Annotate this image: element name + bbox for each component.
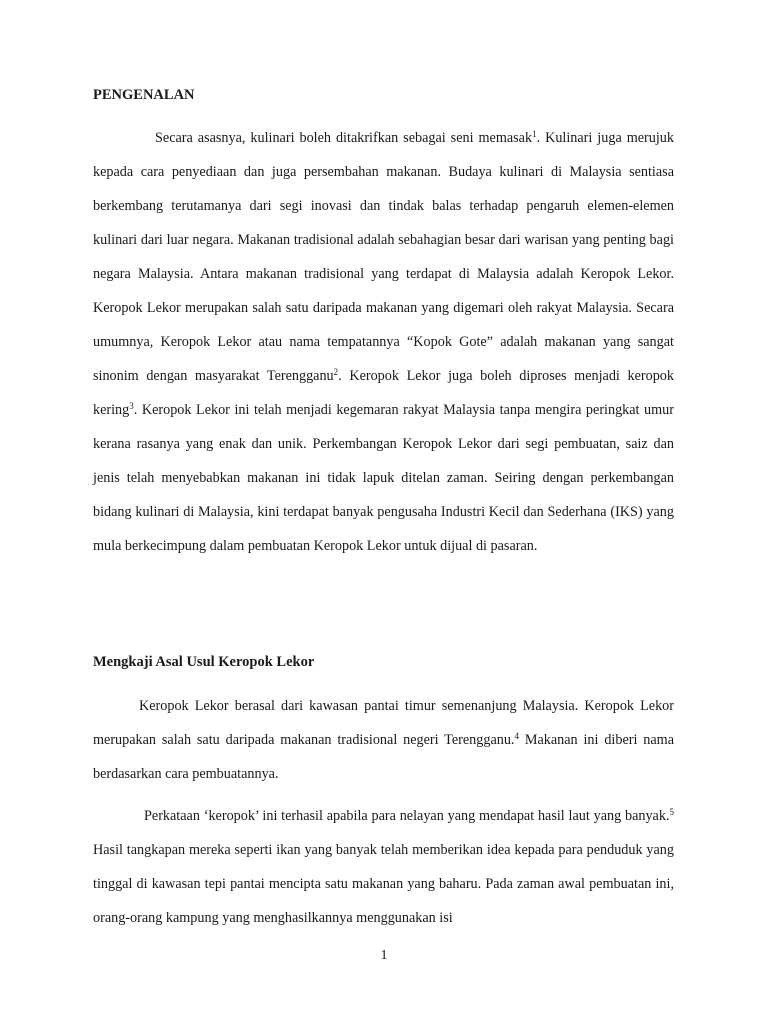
text-segment: . Keropok Lekor juga boleh diproses menjadi keropok kering bbox=[93, 368, 674, 418]
text-segment: Makanan ini diberi nama berdasarkan cara pembuatannya. bbox=[93, 732, 674, 782]
paragraph-introduction bbox=[93, 121, 674, 563]
text-segment: . Kulinari juga merujuk kepada cara penyediaan dan juga persembahan makanan. Budaya kulinari di Malaysia sentiasa berkembang terutamanya dari segi inovasi dan tindak balas terhadap pengaruh elemen-elemen kulinari dari luar negara. Makanan tradisional adalah sebahagian besar dari warisan yang penting bagi negara Malaysia. Antara makanan tradisional yang terdapat di Malaysia adalah Keropok Lekor. Keropok Lekor merupakan salah satu daripada makanan yang digemari oleh rakyat Malaysia. Secara umumnya, Keropok Lekor atau nama tempatannya “Kopok Gote” adalah makanan yang sangat sinonim dengan masyarakat Terengganu bbox=[93, 130, 674, 384]
footnote-ref-5: 5 bbox=[669, 807, 674, 817]
paragraph-origin bbox=[93, 689, 674, 791]
paragraph-keropok-word bbox=[93, 799, 674, 935]
footnote-ref-2: 2 bbox=[333, 367, 339, 377]
section-heading-pengenalan: PENGENALAN bbox=[93, 87, 195, 103]
text-segment: Secara asasnya, kulinari boleh ditakrifkan sebagai seni memasak bbox=[155, 130, 533, 146]
footnote-ref-1: 1 bbox=[532, 129, 537, 139]
section-heading-asal-usul: Mengkaji Asal Usul Keropok Lekor bbox=[93, 654, 315, 670]
text-segment: Perkataan ‘keropok’ ini terhasil apabila para nelayan yang mendapat hasil laut yang banyak. bbox=[144, 808, 670, 824]
text-segment: Keropok Lekor berasal dari kawasan pantai timur semenanjung Malaysia. Keropok Lekor merupakan salah satu daripada makanan tradisional negeri Terengganu. bbox=[93, 698, 674, 748]
text-segment: Hasil tangkapan mereka seperti ikan yang banyak telah memberikan idea kepada para penduduk yang tinggal di kawasan tepi pantai mencipta satu makanan yang baharu. Pada zaman awal pembuatan ini, orang-orang kampung yang menghasilkannya menggunakan isi bbox=[93, 842, 674, 926]
text-segment: . Keropok Lekor ini telah menjadi kegemaran rakyat Malaysia tanpa mengira peringkat umur kerana rasanya yang enak dan unik. Perkembangan Keropok Lekor dari segi pembuatan, saiz dan jenis telah menyebabkan makanan ini tidak lapuk ditelan zaman. Seiring dengan perkembangan bidang kulinari di Malaysia, kini terdapat banyak pengusaha Industri Kecil dan Sederhana (IKS) yang mula berkecimpung dalam pembuatan Keropok Lekor untuk dijual di pasaran. bbox=[93, 402, 674, 554]
footnote-ref-3: 3 bbox=[129, 401, 134, 411]
footnote-ref-4: 4 bbox=[514, 731, 519, 741]
page-number: 1 bbox=[380, 948, 388, 963]
